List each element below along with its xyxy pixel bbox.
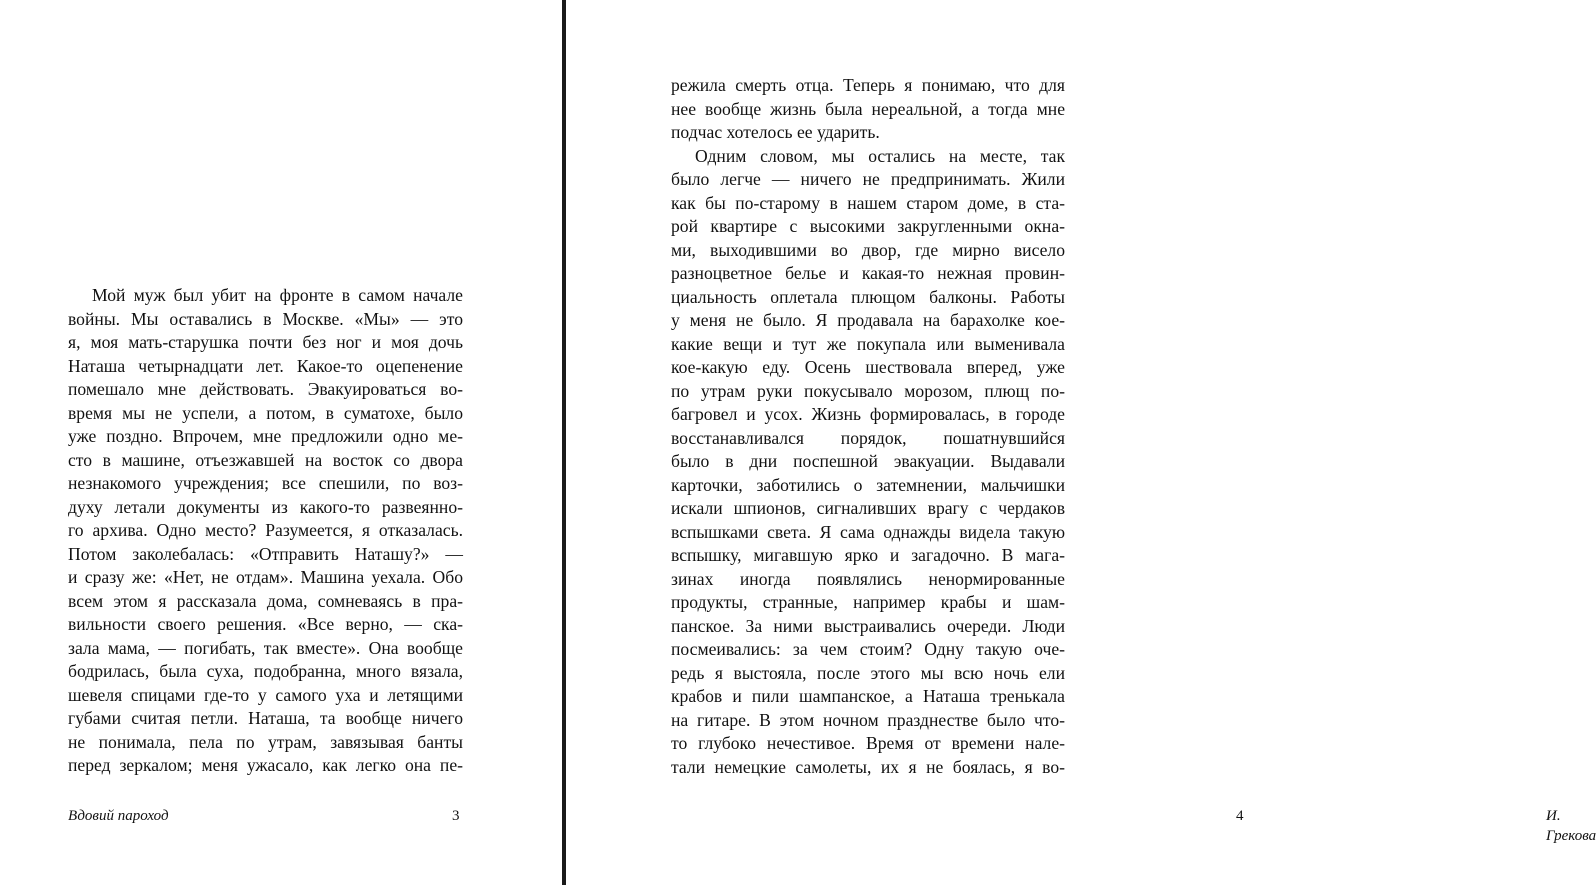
left-page	[0, 0, 562, 885]
text-line: посмеивались: за чем стоим? Одну такую оче-	[671, 639, 1065, 659]
text-line: перед зеркалом; меня ужасало, как легко она пе-	[68, 755, 463, 775]
text-line: редь я выстояла, после этого мы всю ночь ели	[671, 662, 1065, 683]
text-line: сто в машине, отъезжавшей на восток со двора	[68, 449, 463, 470]
text-line: режила смерть отца. Теперь я понимаю, что для	[671, 75, 1065, 95]
text-line: уже поздно. Впрочем, мне предложили одно ме-	[68, 426, 463, 446]
text-line: подчас хотелось ее ударить.	[671, 122, 880, 142]
text-line: багровел и усох. Жизнь формировалась, в городе	[671, 404, 1065, 424]
text-line: рой квартире с высокими закругленными окна-	[671, 216, 1065, 236]
text-line: вспышку, мигавшую ярко и загадочно. В мага-	[671, 545, 1065, 565]
page-number: 4	[1236, 808, 1244, 824]
text-line: духу летали документы из какого-то развеянно-	[68, 496, 463, 517]
text-line: и сразу же: «Нет, не отдам». Машина уехала. Обо	[68, 567, 463, 587]
text-line: шевеля спицами где-то у самого уха и летящими	[68, 684, 463, 705]
text-line: циальность оплетала плющом балконы. Работы	[671, 286, 1065, 307]
text-line: кое-какую еду. Осень шествовала вперед, уже	[671, 357, 1065, 377]
text-line: го архива. Одно место? Разумеется, я отказалась.	[68, 520, 463, 540]
text-line: Одним словом, мы остались на месте, так	[695, 145, 1065, 166]
text-line: разноцветное белье и какая-то нежная провин-	[671, 263, 1065, 283]
text-line: не понимала, пела по утрам, завязывая банты	[68, 731, 463, 752]
text-line: губами считая петли. Наташа, та вообще ничего	[68, 708, 463, 728]
text-line: тали немецкие самолеты, их я не боялась, я во-	[671, 756, 1065, 777]
text-line: время мы не успели, а потом, в суматохе, было	[68, 402, 463, 423]
text-line: войны. Мы оставались в Москве. «Мы» — это	[68, 308, 463, 329]
text-line: зинах иногда появлялись ненормированные	[671, 568, 1065, 589]
text-line: вспышками света. Я сама однажды видела такую	[671, 521, 1065, 542]
text-line: Наташа четырнадцати лет. Какое-то оцепенение	[68, 355, 463, 376]
text-line: вильности своего решения. «Все верно, — ска-	[68, 614, 463, 634]
text-line: карточки, заботились о затемнении, мальчишки	[671, 474, 1065, 495]
text-line: ми, выходившими во двор, где мирно висело	[671, 239, 1065, 260]
text-line: зала мама, — погибать, так вместе». Она вообще	[68, 637, 463, 658]
text-line: бодрилась, была суха, подобранна, много вязала,	[68, 661, 463, 681]
text-line: нее вообще жизнь была нереальной, а тогда мне	[671, 98, 1065, 119]
text-line: помешало мне действовать. Эвакуироваться во-	[68, 379, 463, 399]
text-line: всем этом я рассказала дома, сомневаясь в пра-	[68, 590, 463, 611]
text-line: я, моя мать-старушка почти без ног и моя дочь	[68, 332, 463, 352]
text-line: Мой муж был убит на фронте в самом начале	[92, 285, 463, 305]
page-number: 3	[452, 808, 460, 824]
right-page-text	[671, 74, 1065, 779]
text-line: панское. За ними выстраивались очереди. Люди	[671, 615, 1065, 636]
text-line: восстанавливался порядок, пошатнувшийся	[671, 427, 1065, 448]
text-line: на гитаре. В этом ночном празднестве было что-	[671, 709, 1065, 730]
text-line: искали шпионов, сигналивших врагу с чердаков	[671, 498, 1065, 518]
text-line: какие вещи и тут же покупала или выменивала	[671, 333, 1065, 354]
text-line: Потом заколебалась: «Отправить Наташу?» —	[68, 543, 463, 564]
running-title: Вдовий пароход	[68, 808, 169, 824]
text-line: крабов и пили шампанское, а Наташа тренькала	[671, 686, 1065, 706]
text-line: по утрам руки покусывало морозом, плющ по-	[671, 380, 1065, 401]
text-line: продукты, странные, например крабы и шам-	[671, 592, 1065, 612]
running-title: И. Грекова	[1546, 808, 1596, 844]
text-line: как бы по-старому в нашем старом доме, в ста-	[671, 192, 1065, 213]
left-page-text	[68, 284, 463, 778]
text-line: было в дни поспешной эвакуации. Выдавали	[671, 451, 1065, 471]
right-page	[566, 0, 1596, 885]
text-line: то глубоко нечестивое. Время от времени нале-	[671, 733, 1065, 753]
text-line: у меня не было. Я продавала на барахолке кое-	[671, 310, 1065, 330]
text-line: незнакомого учреждения; все спешили, по воз-	[68, 473, 463, 493]
text-line: было легче — ничего не предпринимать. Жили	[671, 169, 1065, 189]
